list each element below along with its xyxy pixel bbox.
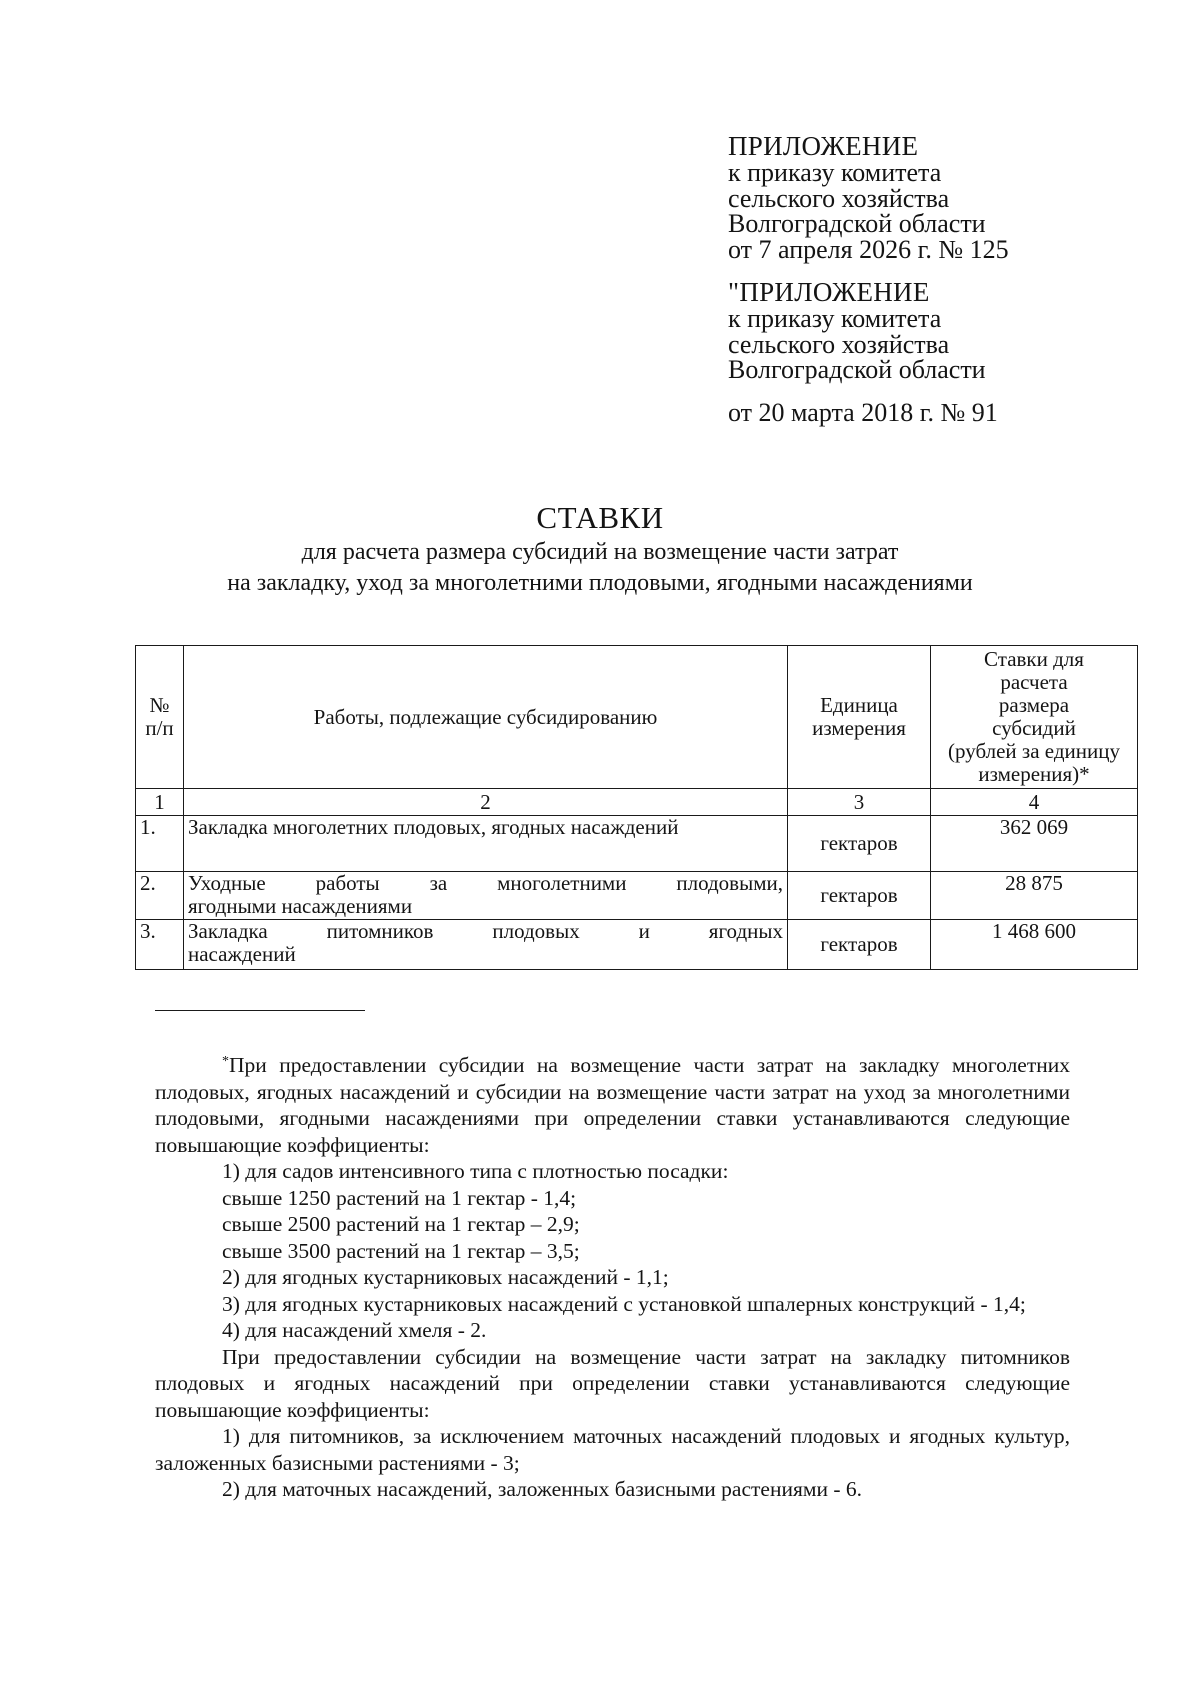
row-unit: гектаров — [788, 816, 931, 872]
row-unit: гектаров — [788, 872, 931, 920]
row-work-text: Закладка многолетних плодовых, ягодных насаждений — [188, 815, 679, 839]
original-appendix-line: Волгоградской области — [728, 355, 986, 384]
row-work — [184, 872, 788, 920]
row-number: 2. — [136, 872, 184, 920]
footnote-paragraph — [155, 1052, 1070, 1158]
original-appendix-date: от 20 марта 2018 г. № 91 — [728, 398, 998, 427]
appendix-line: сельского хозяйства — [728, 183, 950, 213]
header-unit — [788, 646, 931, 789]
document-subtitle: на закладку, уход за многолетними плодовыми, ягодными насаждениями — [227, 570, 973, 596]
footnote-item: свыше 2500 растений на 1 гектар – 2,9; — [222, 1212, 580, 1236]
row-work-text: ягодными насаждениями — [188, 894, 413, 918]
row-rate: 1 468 600 — [931, 920, 1138, 970]
footnote-item: 4) для насаждений хмеля - 2. — [222, 1318, 487, 1342]
original-appendix-line: к приказу комитета — [728, 304, 942, 333]
footnote-item: 1) для питомников, за исключением маточных насаждений плодовых и ягодных культур, заложенных базисными растениями - 3; — [155, 1424, 1070, 1475]
row-work-text: насаждений — [188, 942, 296, 966]
footnote-marker: * — [222, 1054, 229, 1069]
column-number: 2 — [184, 789, 788, 816]
row-number: 3. — [136, 920, 184, 970]
appendix-date: от 7 апреля 2026 г. № 125 — [728, 234, 1009, 264]
table-header-row — [136, 646, 1138, 789]
appendix-line: Волгоградской области — [728, 209, 986, 238]
row-work — [184, 920, 788, 970]
original-appendix-line: сельского хозяйства — [728, 329, 950, 359]
footnote-item: 2) для ягодных кустарниковых насаждений - 1,1; — [222, 1265, 669, 1289]
original-appendix-title: "ПРИЛОЖЕНИЕ — [728, 277, 930, 307]
footnote-item: свыше 1250 растений на 1 гектар - 1,4; — [222, 1185, 577, 1210]
footnote — [155, 1052, 1070, 1503]
row-number: 1. — [136, 816, 184, 872]
column-number: 1 — [136, 789, 184, 816]
original-appendix-header — [728, 278, 1188, 383]
table-row — [136, 920, 1138, 970]
row-unit: гектаров — [788, 920, 931, 970]
footnote-paragraph: При предоставлении субсидии на возмещение части затрат на закладку питомников плодовых и ягодных насаждений при определении ставки устанавливаются следующие повышающие коэффициенты: — [155, 1344, 1070, 1422]
document-subtitle: для расчета размера субсидий на возмещение части затрат — [301, 539, 899, 565]
row-rate: 28 875 — [931, 872, 1138, 920]
header-rate-line: размера — [998, 693, 1070, 717]
header-rate-line: Ставки для — [984, 647, 1084, 671]
footnote-item: 1) для садов интенсивного типа с плотностью посадки: — [222, 1159, 729, 1183]
header-rate-line: расчета — [1000, 670, 1068, 694]
header-unit-line: Единица — [820, 693, 898, 717]
row-work-text: Уходные работы за многолетними плодовыми, — [188, 871, 783, 895]
row-work — [184, 816, 788, 872]
footnote-separator — [155, 1010, 365, 1011]
header-rate — [931, 646, 1138, 789]
appendix-title: ПРИЛОЖЕНИЕ — [728, 131, 919, 161]
column-number: 4 — [931, 789, 1138, 816]
header-rate-line: измерения)* — [978, 762, 1090, 786]
row-rate: 362 069 — [931, 816, 1138, 872]
header-rate-line: (рублей за единицу — [948, 739, 1120, 763]
header-unit-line: измерения — [812, 716, 906, 740]
column-number-row — [136, 789, 1138, 816]
header-num-symbol: № — [149, 693, 170, 717]
table-row — [136, 816, 1138, 872]
footnote-item: свыше 3500 растений на 1 гектар – 3,5; — [222, 1238, 580, 1263]
footnote-item: 3) для ягодных кустарниковых насаждений с установкой шпалерных конструкций - 1,4; — [222, 1291, 1026, 1316]
appendix-header — [728, 132, 1188, 262]
footnote-text: При предоставлении субсидии на возмещение части затрат на закладку многолетних плодовых, ягодных насаждений и субсидии на возмещение части затрат на уход за многолетними плодовыми, ягодными насаждениями при определении ставки устанавливаются следующие повышающие коэффициенты: — [155, 1053, 1070, 1157]
appendix-line: к приказу комитета — [728, 158, 942, 187]
header-rate-line: субсидий — [992, 716, 1076, 740]
row-work-text: Закладка питомников плодовых и ягодных — [188, 919, 783, 943]
header-num-label: п/п — [145, 716, 174, 740]
document-title: СТАВКИ — [536, 500, 664, 535]
header-num — [136, 646, 184, 789]
rates-table — [135, 645, 1138, 970]
header-work: Работы, подлежащие субсидированию — [184, 646, 788, 789]
column-number: 3 — [788, 789, 931, 816]
footnote-item: 2) для маточных насаждений, заложенных базисными растениями - 6. — [222, 1477, 863, 1501]
table-row — [136, 872, 1138, 920]
